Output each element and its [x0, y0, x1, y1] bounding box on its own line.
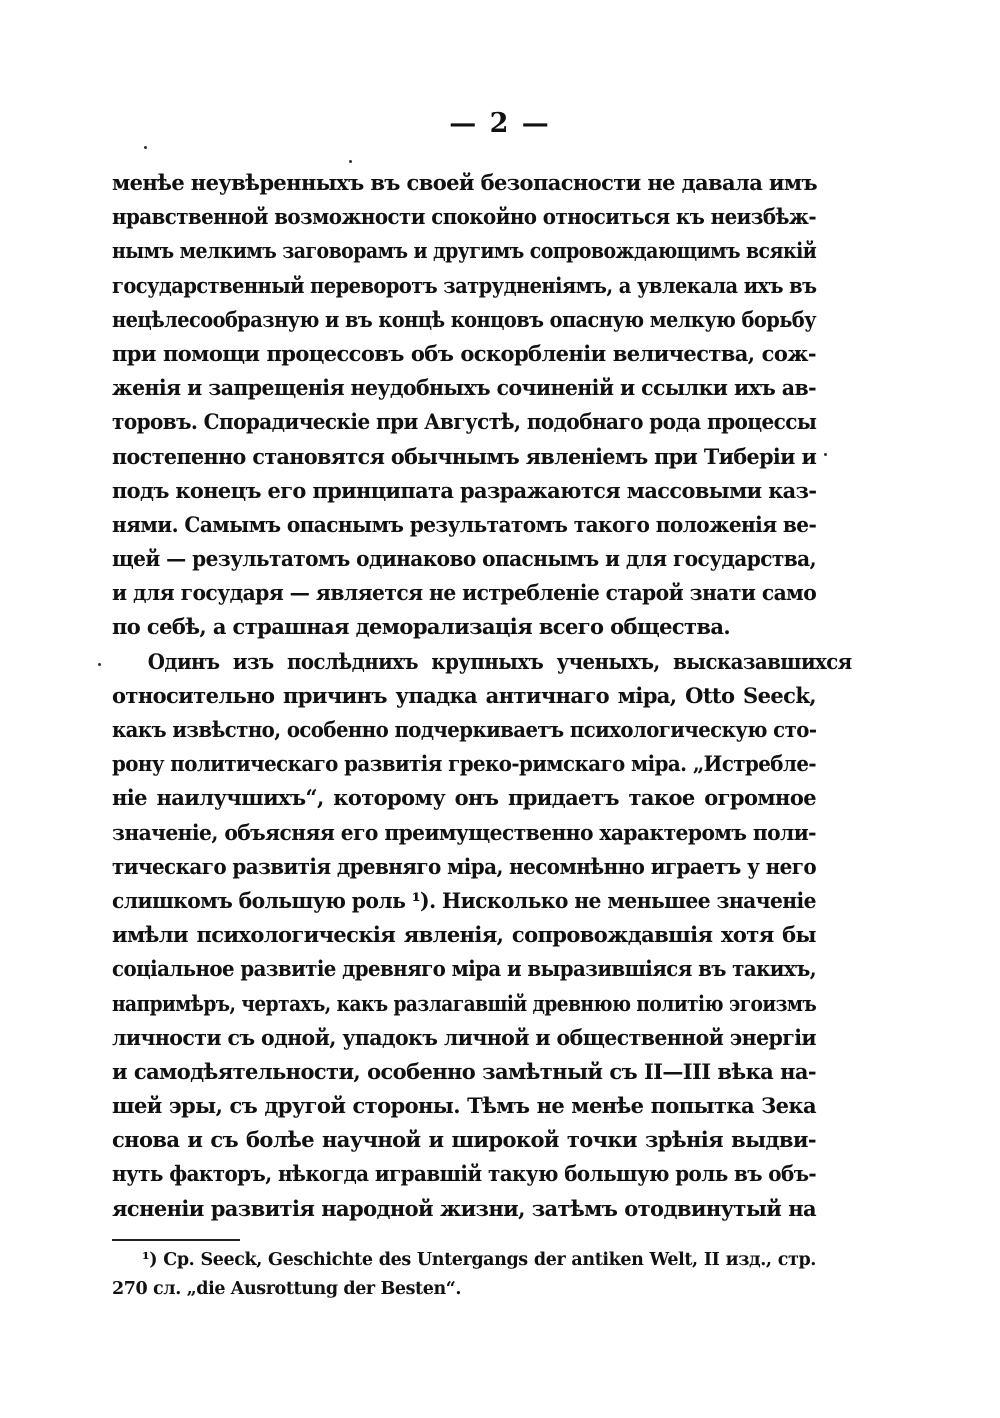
text-line: ніе наилучшихъ“, которому онъ придаетъ такое огромное: [112, 785, 816, 811]
footnote-divider: [112, 1239, 240, 1241]
text-line: по себѣ, а страшная деморализація всего общества.: [112, 614, 731, 640]
body-text: [112, 166, 852, 1226]
text-line: нями. Самымъ опаснымъ результатомъ такого положенія ве-: [112, 511, 817, 537]
text-line: и самодѣятельности, особенно замѣтный съ II—III вѣка на-: [112, 1058, 816, 1084]
text-line: нуть факторъ, нѣкогда игравшій такую большую роль въ объ-: [112, 1161, 817, 1187]
scan-speck: [98, 663, 101, 666]
text-line: менѣе неувѣренныхъ въ своей безопасности не давала имъ: [112, 170, 818, 195]
footnotes: [112, 1246, 816, 1304]
text-line: снова и съ болѣе научной и широкой точки зрѣнія выдви-: [112, 1127, 816, 1153]
scan-speck: [144, 146, 147, 149]
text-line: значеніе, объясняя его преимущественно характеромъ поли-: [112, 819, 816, 845]
text-line: какъ извѣстно, особенно подчеркиваетъ психологическую сто-: [112, 717, 817, 742]
text-line: относительно причинъ упадка античнаго міра, Otto Seeck,: [112, 682, 816, 708]
text-line: торовъ. Спорадическіе при Августѣ, подобнаго рода процессы: [112, 409, 817, 435]
scan-speck: [349, 160, 352, 163]
text-line: рону политическаго развитія греко-римскаго міра. „Истребле-: [112, 751, 816, 777]
text-line: государственный переворотъ затрудненіямъ, а увлекала ихъ въ: [112, 272, 817, 298]
text-line: шей эры, съ другой стороны. Тѣмъ не менѣе попытка Зека: [112, 1093, 816, 1119]
text-line: напримѣръ, чертахъ, какъ разлагавшій древнюю политію эгоизмъ: [112, 990, 817, 1016]
text-line: нравственной возможности спокойно относиться къ неизбѣж-: [112, 204, 816, 230]
text-line: и для государя — является не истребленіе старой знати само: [112, 580, 817, 606]
text-line: имѣли психологическія явленія, сопровождавшія хотя бы: [112, 922, 816, 948]
text-line: Одинъ изъ послѣднихъ крупныхъ ученыхъ, высказавшихся: [147, 648, 852, 674]
text-line: соціальное развитіе древняго міра и выразившіяся въ такихъ,: [112, 956, 817, 982]
text-line: щей — результатомъ одинаково опаснымъ и для государства,: [112, 546, 816, 572]
scan-speck: [824, 453, 827, 456]
footnote-line: 270 сл. „die Ausrottung der Besten“.: [112, 1279, 462, 1299]
text-line: личности съ одной, упадокъ личной и общественной энергіи: [112, 1024, 817, 1050]
text-line: нымъ мелкимъ заговорамъ и другимъ сопровождающимъ всякій: [112, 238, 817, 264]
text-line: тическаго развитія древняго міра, несомнѣнно играетъ у него: [112, 853, 817, 879]
text-line: подъ конецъ его принципата разражаются массовыми каз-: [112, 477, 817, 503]
text-line: при помощи процессовъ объ оскорбленіи величества, сож-: [112, 340, 816, 366]
text-line: постепенно становятся обычнымъ явленіемъ при Тиберіи и: [112, 443, 817, 469]
text-line: нецѣлесообразную и въ концѣ концовъ опасную мелкую борьбу: [112, 306, 816, 332]
text-line: женія и запрещенія неудобныхъ сочиненій и ссылки ихъ ав-: [112, 375, 816, 401]
text-line: слишкомъ большую роль ¹). Нисколько не меньшее значеніе: [112, 887, 816, 913]
footnote-line: ¹) Ср. Seeck, Geschichte des Untergangs der antiken Welt, II изд., стр.: [142, 1250, 816, 1270]
text-line: ясненіи развитія народной жизни, затѣмъ отодвинутый на: [112, 1195, 816, 1221]
page-number: — 2 —: [449, 108, 551, 139]
